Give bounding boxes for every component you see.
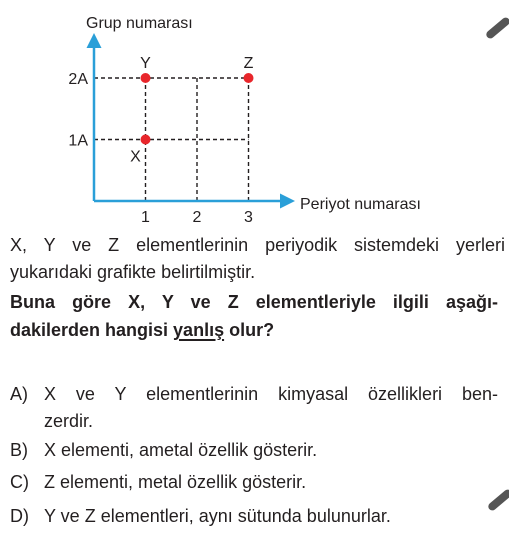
point-label: Z [243,55,254,72]
y-axis-label: Grup numarası [86,15,193,32]
question-text: dakilerden hangisi [10,320,174,340]
question-line-2 [10,316,498,344]
option-text: Y ve Z elementleri, aynı sütunda bulunurlar. [44,506,391,526]
data-point [141,135,151,145]
option-text: X elementi, ametal özellik gösterir. [44,440,318,460]
question-text-end: olur? [224,320,275,340]
data-points [130,55,253,166]
x-tick-label: 1 [141,209,150,226]
option-b[interactable] [10,437,498,464]
option-letter: B) [10,440,28,460]
question-stem [10,232,505,286]
y-tick-label: 1A [68,132,88,150]
option-text: X ve Y elementlerinin kimyasal özellikleri ben- [44,384,498,404]
option-text-continued: zerdir. [44,411,94,431]
x-tick-label: 3 [244,209,253,226]
data-point [244,73,254,83]
x-tick-labels [141,209,253,226]
option-c[interactable] [10,469,498,496]
data-point [141,73,151,83]
option-letter: D) [10,506,29,526]
stem-line-2: yukarıdaki grafikte belirtilmiştir. [10,262,256,282]
y-tick-label: 2A [68,71,88,88]
option-letter: A) [10,384,28,404]
option-a[interactable] [10,381,498,435]
point-label: X [130,148,141,166]
y-tick-labels [68,71,88,150]
question-prompt [10,288,498,344]
stem-line-1: X, Y ve Z elementlerinin periyodik sistemdeki yerleri [10,235,505,255]
option-d[interactable] [10,503,498,530]
option-text: Z elementi, metal özellik gösterir. [44,472,307,492]
x-tick-label: 2 [192,209,202,226]
grid-lines [94,78,249,201]
point-label: Y [140,55,151,72]
periodic-position-chart [0,0,509,230]
x-axis-label: Periyot numarası [300,196,421,213]
option-letter: C) [10,472,29,492]
emphasized-word: yanlış [173,320,225,340]
question-line-1: Buna göre X, Y ve Z elementleriyle ilgili aşağı- [10,292,498,312]
